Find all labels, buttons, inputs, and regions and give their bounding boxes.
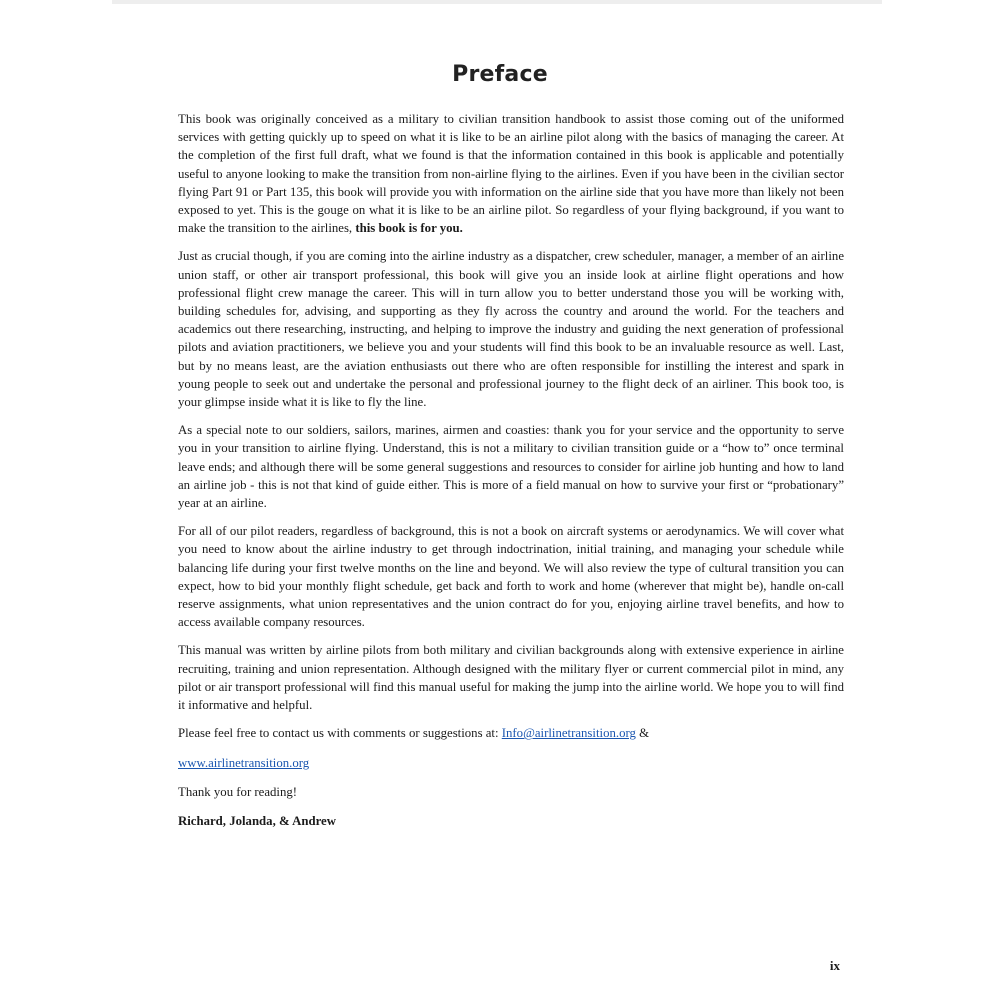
paragraph-2	[178, 247, 844, 411]
paragraph-5-text: This manual was written by airline pilots from both military and civilian backgrounds along with extensive experience in airline recruiting, training and union representation. Although designed with the military flyer or current commercial pilot in mind, any pilot or air transport professional will find this manual useful for making the jump into the airline world. We hope you to will find it informative and helpful.	[178, 643, 844, 713]
paragraph-1-text: This book was originally conceived as a military to civilian transition handbook to assist those coming out of the uniformed services with getting quickly up to speed on what it is like to be an airline pilot along with the basics of managing the career. At the completion of the first full draft, what we found is that the information contained in this book is applicable and potentially useful to anyone looking to make the transition from non-airline flying to the airlines. Even if you have been in the civilian sector flying Part 91 or Part 135, this book will provide you with information on the airline side that you have more than likely not been exposed to yet. This is the gouge on what it is like to be an airline pilot. So regardless of your flying background, if you want to make the transition to the airlines,	[178, 112, 844, 236]
paragraph-3	[178, 421, 844, 512]
page-title: Preface	[452, 62, 548, 87]
website-line	[178, 754, 844, 772]
paragraph-3-text: As a special note to our soldiers, sailors, marines, airmen and coasties: thank you for your service and the opportunity to serve you in your transition to airline flying. Understand, this is not a military to civilian transition guide or a “how to” once terminal leave ends; and although there will be some general suggestions and resources to consider for airline job hunting and how to land an airline job - this is not that kind of guide either. This is more of a field manual on how to survive your first or “probationary” year at an airline.	[178, 423, 844, 511]
paragraph-2-text: Just as crucial though, if you are coming into the airline industry as a dispatcher, crew scheduler, manager, a member of an airline union staff, or other air transport professional, this book will give you an inside look at airline flight operations and how professional flight crew manage the career. This will in turn allow you to better understand those you will be working with, building schedules for, advising, and supporting as they fly across the country and around the world. For the teachers and academics out there researching, instructing, and helping to improve the industry and guiding the next generation of professional pilots and aviation practitioners, we believe you and your students will find this book to be an invaluable resource as well. Last, but by no means least, are the aviation enthusiasts out there who are often responsible for instilling the interest and spark in young people to seek out and undertake the personal and professional journey to the flight deck of an airliner. This book too, is your glimpse inside what it is like to fly the line.	[178, 249, 844, 410]
contact-text: Please feel free to contact us with comments or suggestions at:	[178, 726, 502, 741]
paragraph-4	[178, 522, 844, 631]
paragraph-1	[178, 110, 844, 237]
paragraph-4-text: For all of our pilot readers, regardless of background, this is not a book on aircraft systems or aerodynamics. We will cover what you need to know about the airline industry to get through indoctrination, initial training, and managing your schedule while balancing life during your first twelve months on the line and beyond. We will also review the type of cultural transition you can expect, how to bid your monthly flight schedule, get back and forth to work and home (wherever that might be), handle on-call reserve assignments, what union representatives and the union contract do for you, enjoying airline travel benefits, and how to access available company resources.	[178, 524, 844, 630]
paragraph-5	[178, 641, 844, 714]
contact-line	[178, 724, 844, 742]
paragraph-1-bold: this book is for you.	[355, 221, 463, 236]
website-link[interactable]: www.airlinetransition.org	[178, 755, 310, 770]
thanks-line: Thank you for reading!	[178, 784, 298, 799]
page-number: ix	[829, 958, 840, 973]
preface-body	[178, 110, 844, 830]
contact-suffix: &	[635, 726, 650, 741]
signature: Richard, Jolanda, & Andrew	[178, 813, 336, 828]
email-link[interactable]: Info@airlinetransition.org	[501, 726, 636, 741]
